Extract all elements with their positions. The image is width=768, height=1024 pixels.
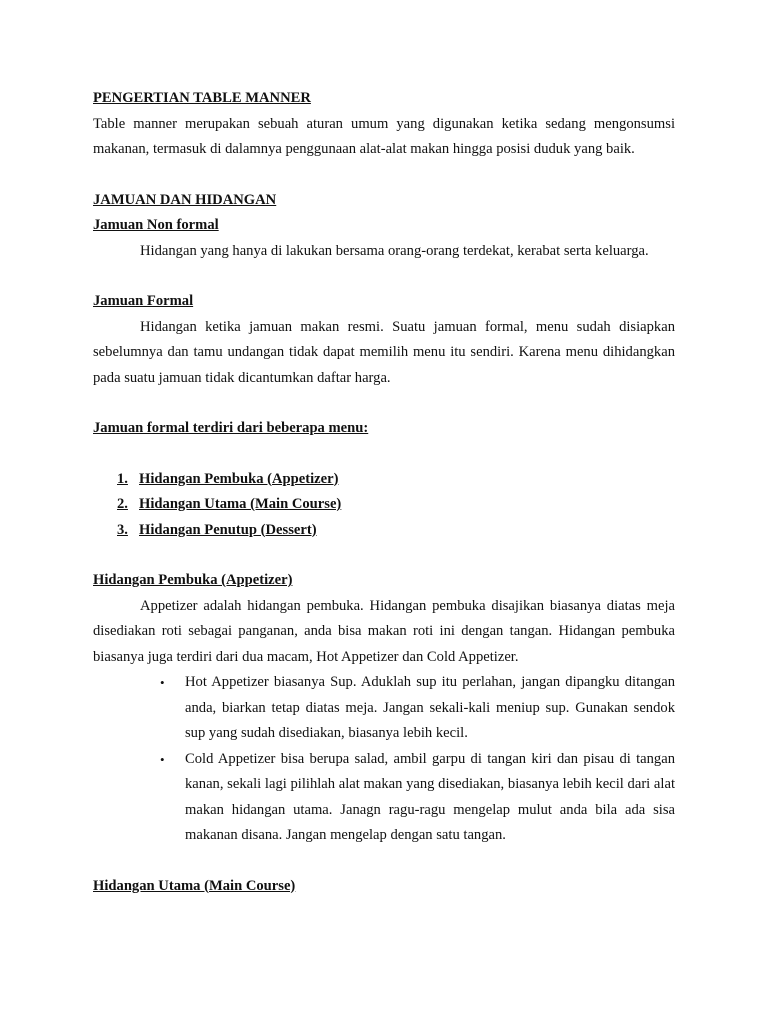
spacer [93,264,675,289]
spacer [93,391,675,416]
spacer [93,543,675,568]
section-heading-jamuan: JAMUAN DAN HIDANGAN [93,191,277,208]
bullet-icon: • [160,751,165,767]
bullet-icon: • [160,675,165,690]
bullet-text: Cold Appetizer bisa berupa salad, ambil garpu di tangan kiri dan pisau di tangan kanan, sekali lagi pilihlah alat makan yang disediakan, biasanya lebih kecil dari alat makan hidangan utama. Janagn ragu-ragu mengelap mulut anda bila ada sisa makanan disana. Jangan mengelap dengan satu tangan. [185,750,675,843]
list-item-label: Hidangan Utama (Main Course) [139,496,342,512]
paragraph-non-formal: Hidangan yang hanya di lakukan bersama orang-orang terdekat, kerabat serta keluarga. [140,242,649,259]
list-item [117,467,675,493]
list-number: 3. [117,521,128,538]
subheading-main-course: Hidangan Utama (Main Course) [93,877,296,894]
list-number: 2. [117,496,128,512]
spacer [93,442,675,467]
bullet-text: Hot Appetizer biasanya Sup. Aduklah sup itu perlahan, jangan dipangku ditangan anda, biarkan tetap diatas meja. Jangan sekali-kali meniup sup. Gunakan sendok sup yang sudah disediakan, biasanya lebih kecil. [185,674,675,741]
subheading-non-formal: Jamuan Non formal [93,217,219,233]
list-item [117,492,675,518]
paragraph-formal: Hidangan ketika jamuan makan resmi. Suatu jamuan formal, menu sudah disiapkan sebelumnya dan tamu undangan tidak dapat memilih menu itu sendiri. Karena menu dihidangkan pada suatu jamuan tidak dicantumkan daftar harga. [93,318,675,386]
spacer [93,849,675,874]
list-item-label: Hidangan Penutup (Dessert) [139,521,317,538]
subheading-appetizer: Hidangan Pembuka (Appetizer) [93,572,293,588]
list-item [93,747,675,849]
menu-list-heading: Jamuan formal terdiri dari beberapa menu: [93,420,369,436]
section-heading-table-manner: PENGERTIAN TABLE MANNER [93,90,311,106]
list-number: 1. [117,470,128,487]
document-body [93,86,675,899]
list-item [93,670,675,747]
list-item-label: Hidangan Pembuka (Appetizer) [139,470,339,487]
list-item [117,518,675,544]
spacer [93,163,675,188]
paragraph-table-manner: Table manner merupakan sebuah aturan umum yang digunakan ketika sedang mengonsumsi makanan, termasuk di dalamnya penggunaan alat-alat makan hingga posisi duduk yang baik. [93,115,675,157]
paragraph-appetizer: Appetizer adalah hidangan pembuka. Hidangan pembuka disajikan biasanya diatas meja disediakan roti sebagai panganan, anda bisa makan roti ini dengan tangan. Hidangan pembuka biasanya juga terdiri dari dua macam, Hot Appetizer dan Cold Appetizer. [93,597,675,665]
subheading-formal: Jamuan Formal [93,293,194,309]
menu-list [93,467,675,544]
appetizer-bullet-list [93,670,675,849]
